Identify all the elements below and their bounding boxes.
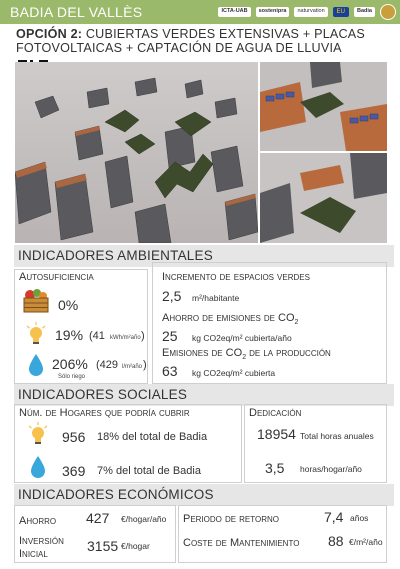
dedicacion-per-unit: horas/hogar/año — [300, 464, 362, 474]
vegetable-crate-icon — [22, 286, 50, 314]
option-heading — [16, 27, 396, 55]
energy-detail-unit: kWh/m²año — [110, 335, 141, 341]
partner-logos — [218, 2, 396, 22]
water-note: Sólo riego — [58, 374, 86, 380]
ahorro-value: 427 — [86, 510, 110, 526]
section-ambientales-title: INDICADORES AMBIENTALES — [14, 245, 394, 267]
hogares-water-pct: 7% del total de Badia — [97, 465, 201, 477]
food-autosuficiencia-value: 0% — [58, 297, 79, 313]
light-bulb-icon — [28, 422, 48, 446]
water-detail-close: ) — [143, 359, 147, 371]
dedicacion-label: Dedicación — [249, 407, 302, 419]
water-drop-icon — [28, 353, 44, 377]
energy-autosuficiencia-value: 19% — [55, 327, 84, 343]
mantenimiento-unit: €/m²/año — [349, 537, 383, 547]
option-prefix: OPCIÓN 2: — [16, 27, 83, 41]
ahorro-unit: €/hogar/año — [121, 514, 167, 524]
retorno-unit: años — [350, 513, 369, 523]
energy-detail-close: ) — [141, 330, 145, 342]
municipal-seal-icon — [380, 4, 396, 20]
dedicacion-per-value: 3,5 — [265, 460, 285, 476]
hogares-energy-value: 956 — [62, 429, 86, 445]
espacios-verdes-label: Incremento de espacios verdes — [162, 271, 310, 283]
autosuficiencia-label: Autosuficiencia — [19, 271, 94, 283]
header-bar — [0, 0, 400, 24]
water-detail-value: (429 — [96, 359, 119, 371]
logo-eu-flag: EU — [333, 7, 349, 17]
logo-sostenipra: sostenipra — [256, 7, 290, 17]
ahorro-label: Ahorro — [19, 515, 57, 527]
emisiones-produccion-label — [162, 347, 331, 361]
mantenimiento-value: 88 — [328, 533, 344, 549]
ahorro-co2-label-sub: 2 — [294, 319, 299, 327]
hogares-label: Núm. de Hogares que podría cubrir — [19, 407, 190, 419]
emisiones-produccion-unit: kg CO2eq/m² cubierta — [192, 368, 276, 378]
retorno-label: Periodo de retorno — [183, 513, 279, 525]
rendering-main — [15, 62, 258, 243]
ahorro-co2-unit: kg CO2eq/m² cubierta/año — [192, 333, 292, 343]
espacios-verdes-unit: m²/habitante — [192, 293, 240, 303]
option-line-2: FOTOVOLTAICAS + CAPTACIÓN DE AGUA DE LLUVIA — [16, 41, 342, 55]
logo-naturvation: naturvation — [294, 7, 327, 17]
water-autosuficiencia-value: 206% — [52, 356, 88, 372]
rendering-top-right — [260, 62, 387, 151]
hogares-water-value: 369 — [62, 463, 86, 479]
water-detail-unit: l/m²año — [122, 364, 143, 370]
logo-icta-uab: ICTA-UAB — [218, 7, 250, 17]
espacios-verdes-value: 2,5 — [162, 288, 182, 304]
dedicacion-total-unit: Total horas anuales — [300, 431, 374, 441]
option-line-1: CUBIERTAS VERDES EXTENSIVAS + PLACAS — [85, 27, 365, 41]
mantenimiento-label: Coste de Mantenimiento — [183, 537, 300, 549]
inversion-unit: €/hogar — [121, 541, 150, 551]
emisiones-label-tail: de la producción — [246, 347, 331, 359]
retorno-value: 7,4 — [324, 509, 344, 525]
ahorro-co2-value: 25 — [162, 328, 178, 344]
water-drop-icon — [30, 455, 46, 479]
inversion-label-1: Inversión — [19, 535, 64, 547]
rendering-bottom-right — [260, 153, 387, 243]
section-economicos-title: INDICADORES ECONÓMICOS — [14, 484, 394, 506]
section-sociales-title: INDICADORES SOCIALES — [14, 384, 394, 406]
ahorro-co2-label-text: Ahorro de emisiones de CO — [162, 312, 295, 324]
energy-detail-value: (41 — [89, 330, 105, 342]
page-title: BADIA DEL VALLÈS — [10, 4, 143, 20]
logo-badia: Badia — [354, 7, 375, 17]
inversion-value: 3155 — [87, 538, 119, 554]
dedicacion-total-value: 18954 — [257, 426, 296, 442]
ahorro-co2-label — [162, 312, 298, 326]
emisiones-label-text: Emisiones de CO — [162, 347, 243, 359]
hogares-energy-pct: 18% del total de Badia — [97, 431, 208, 443]
emisiones-produccion-value: 63 — [162, 363, 178, 379]
emisiones-label-sub: 2 — [242, 354, 247, 362]
light-bulb-icon — [26, 322, 46, 346]
inversion-label-2: Inicial — [19, 548, 48, 560]
